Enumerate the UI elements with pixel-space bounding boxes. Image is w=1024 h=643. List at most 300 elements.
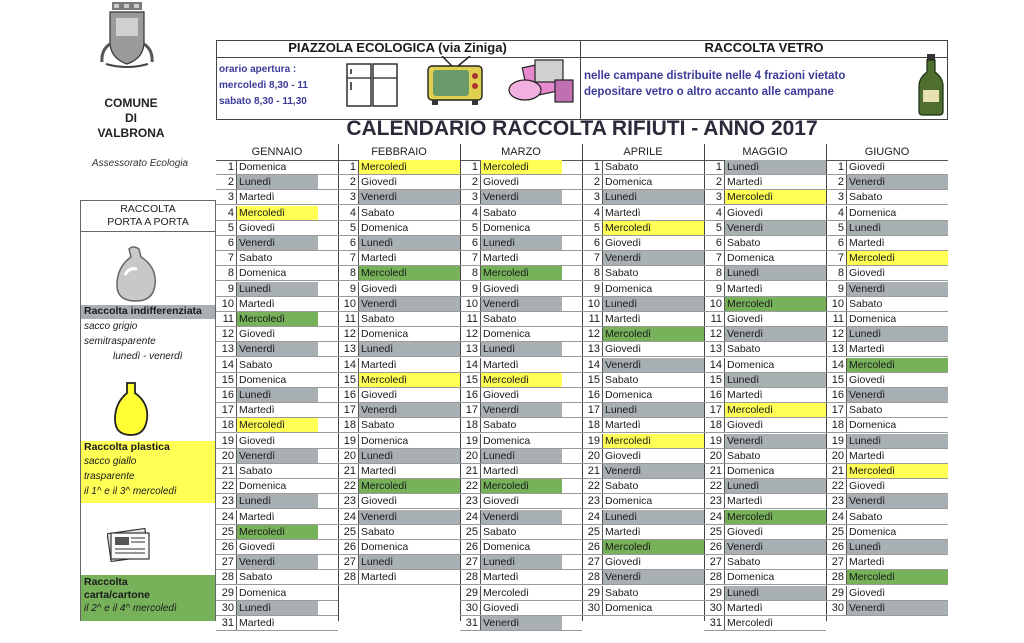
glass-bottle-icon (917, 54, 945, 116)
day-number: 20 (831, 449, 844, 462)
day-number: 2 (837, 176, 844, 189)
appliances-icon (505, 58, 577, 106)
day-number: 8 (227, 267, 234, 280)
day-name: Mercoledì (846, 570, 948, 584)
day-cell (338, 494, 460, 509)
day-cell (216, 190, 338, 205)
day-name: Sabato (724, 342, 826, 356)
day-name: Giovedì (846, 373, 948, 387)
day-name: Domenica (724, 570, 826, 584)
day-name: Martedì (236, 616, 318, 630)
day-number: 25 (343, 525, 356, 538)
day-name: Lunedì (480, 342, 562, 356)
day-name: Giovedì (236, 327, 318, 341)
day-cell (704, 206, 826, 221)
indifferenziata-label (81, 305, 215, 319)
day-number: 24 (465, 510, 478, 523)
day-cell (216, 175, 338, 190)
day-cell (826, 586, 948, 601)
day-name: Sabato (236, 570, 318, 584)
day-number: 20 (709, 449, 722, 462)
day-cell (826, 282, 948, 297)
day-cell (216, 221, 338, 236)
day-cell (460, 540, 582, 555)
day-number: 15 (221, 373, 234, 386)
day-number: 7 (471, 252, 478, 265)
day-name: Giovedì (724, 206, 826, 220)
day-name: Lunedì (358, 236, 460, 250)
day-number: 17 (831, 404, 844, 417)
day-name: Giovedì (236, 540, 318, 554)
day-name: Mercoledì (602, 221, 704, 235)
day-cell (704, 403, 826, 418)
day-name: Venerdì (724, 221, 826, 235)
day-cell (338, 403, 460, 418)
day-number: 1 (715, 161, 722, 173)
day-cell (582, 570, 704, 585)
day-number: 7 (837, 252, 844, 265)
day-number: 16 (343, 389, 356, 401)
day-cell (704, 449, 826, 464)
day-number: 23 (221, 495, 234, 508)
day-name: Mercoledì (724, 403, 826, 417)
day-number: 14 (465, 358, 478, 371)
day-name: Lunedì (236, 388, 318, 402)
day-name: Lunedì (236, 601, 318, 615)
day-number: 28 (221, 571, 234, 584)
day-cell (704, 373, 826, 388)
day-name: Giovedì (480, 175, 562, 189)
day-name: Mercoledì (724, 616, 826, 630)
day-cell (704, 236, 826, 251)
day-cell (338, 327, 460, 342)
day-name: Lunedì (602, 510, 704, 524)
day-number: 5 (227, 221, 234, 234)
day-cell (460, 342, 582, 357)
day-number: 3 (349, 191, 356, 204)
month-header-marzo: MARZO (460, 144, 582, 161)
day-name: Lunedì (358, 342, 460, 356)
day-name: Giovedì (358, 282, 460, 296)
day-number: 9 (837, 282, 844, 295)
day-number: 4 (715, 206, 722, 219)
indifferenziata-name: Raccolta indifferenziata (84, 305, 202, 317)
day-number: 28 (465, 571, 478, 584)
day-number: 21 (465, 465, 478, 477)
day-name: Sabato (724, 449, 826, 463)
day-number: 3 (715, 191, 722, 204)
day-name: Giovedì (602, 449, 704, 463)
day-cell (704, 160, 826, 175)
day-name: Domenica (724, 358, 826, 372)
day-number: 21 (709, 465, 722, 477)
day-number: 10 (831, 297, 844, 310)
day-name: Domenica (480, 434, 562, 448)
day-name: Giovedì (846, 479, 948, 493)
day-number: 24 (587, 510, 600, 523)
day-name: Mercoledì (358, 266, 460, 280)
day-cell (826, 297, 948, 312)
day-number: 30 (709, 601, 722, 614)
day-cell (826, 510, 948, 525)
day-name: Sabato (358, 525, 460, 539)
day-number: 27 (709, 556, 722, 569)
day-cell (460, 297, 582, 312)
day-cell (338, 388, 460, 403)
day-cell (826, 327, 948, 342)
day-name: Lunedì (724, 586, 826, 600)
day-name: Sabato (602, 266, 704, 280)
comune-line: DI (125, 111, 137, 125)
day-cell (460, 160, 582, 175)
day-name: Martedì (480, 251, 562, 265)
day-number: 15 (465, 373, 478, 386)
day-number: 11 (466, 313, 478, 325)
orario-line: sabato 8,30 - 11,30 (219, 96, 307, 107)
day-name: Lunedì (602, 190, 704, 204)
carta-label (81, 575, 215, 621)
day-number: 14 (709, 358, 722, 371)
day-cell (704, 418, 826, 433)
day-name: Giovedì (846, 160, 948, 174)
day-cell (216, 510, 338, 525)
carta-name: carta/cartone (84, 589, 150, 601)
day-cell (460, 327, 582, 342)
day-cell (460, 358, 582, 373)
day-cell (704, 251, 826, 266)
day-cell (338, 525, 460, 540)
day-name: Sabato (358, 418, 460, 432)
day-number: 22 (221, 480, 234, 493)
day-cell (460, 175, 582, 190)
day-cell (338, 464, 460, 479)
day-name: Venerdì (724, 540, 826, 554)
day-name: Venerdì (846, 388, 948, 402)
day-cell (338, 342, 460, 357)
calendar-grid (216, 144, 948, 629)
day-number: 12 (221, 328, 234, 341)
day-name: Sabato (602, 586, 704, 600)
vetro-description (584, 68, 914, 100)
day-number: 11 (344, 313, 356, 325)
day-cell (460, 601, 582, 616)
day-cell (582, 449, 704, 464)
day-name: Venerdì (480, 403, 562, 417)
day-cell (216, 206, 338, 221)
day-cell (704, 540, 826, 555)
day-cell (338, 221, 460, 236)
day-number: 13 (465, 343, 478, 356)
day-cell (460, 312, 582, 327)
day-number: 1 (227, 161, 234, 173)
day-cell (704, 586, 826, 601)
day-number: 5 (471, 221, 478, 234)
day-name: Lunedì (236, 282, 318, 296)
day-number: 4 (227, 206, 234, 219)
day-cell (704, 190, 826, 205)
day-number: 3 (837, 191, 844, 204)
day-cell (338, 479, 460, 494)
day-name: Giovedì (480, 388, 562, 402)
day-name: Venerdì (358, 510, 460, 524)
day-number: 1 (837, 161, 844, 173)
day-cell (460, 525, 582, 540)
day-cell (704, 282, 826, 297)
day-name: Domenica (846, 418, 948, 432)
day-number: 15 (343, 373, 356, 386)
day-name: Sabato (480, 418, 562, 432)
day-number: 1 (471, 161, 478, 173)
day-cell (216, 251, 338, 266)
plastica-name: Raccolta plastica (84, 441, 170, 453)
month-header-aprile: APRILE (582, 144, 704, 161)
day-cell (826, 175, 948, 190)
day-cell (826, 464, 948, 479)
day-cell (704, 464, 826, 479)
day-number: 21 (831, 465, 844, 477)
day-name: Sabato (602, 373, 704, 387)
day-number: 6 (715, 237, 722, 249)
day-name: Lunedì (480, 449, 562, 463)
day-cell (460, 510, 582, 525)
day-number: 27 (465, 556, 478, 569)
day-cell (338, 312, 460, 327)
day-cell (216, 312, 338, 327)
day-number: 29 (465, 586, 478, 599)
day-number: 18 (709, 419, 722, 432)
day-name: Martedì (358, 358, 460, 372)
day-number: 2 (349, 176, 356, 189)
day-number: 28 (709, 571, 722, 584)
day-number: 14 (221, 358, 234, 371)
day-cell (460, 221, 582, 236)
day-number: 28 (343, 571, 356, 584)
day-cell (704, 388, 826, 403)
day-name: Mercoledì (480, 266, 562, 280)
day-cell (460, 479, 582, 494)
day-cell (704, 479, 826, 494)
day-name: Sabato (846, 190, 948, 204)
day-number: 6 (593, 237, 600, 249)
month-header-febbraio: FEBBRAIO (338, 144, 460, 161)
day-name: Domenica (236, 266, 318, 280)
day-number: 31 (221, 617, 234, 629)
day-name: Martedì (236, 297, 318, 311)
day-name: Domenica (358, 327, 460, 341)
day-cell (582, 540, 704, 555)
day-cell (216, 266, 338, 281)
day-cell (460, 282, 582, 297)
day-number: 7 (227, 252, 234, 265)
plastica-line: sacco giallo (84, 456, 137, 467)
day-name: Venerdì (724, 327, 826, 341)
day-cell (582, 297, 704, 312)
day-cell (338, 510, 460, 525)
day-name: Domenica (236, 479, 318, 493)
day-name: Mercoledì (236, 312, 318, 326)
day-cell (338, 190, 460, 205)
porta-a-porta-title (81, 201, 215, 232)
indifferenziata-line: lunedì - venerdì (113, 351, 183, 362)
day-name: Venerdì (480, 190, 562, 204)
day-name: Lunedì (236, 494, 318, 508)
day-number: 11 (222, 313, 234, 325)
day-number: 14 (587, 358, 600, 371)
day-name: Venerdì (236, 449, 318, 463)
day-number: 1 (593, 161, 600, 173)
day-cell (460, 373, 582, 388)
day-name: Mercoledì (236, 525, 318, 539)
day-cell (460, 206, 582, 221)
day-name: Lunedì (846, 434, 948, 448)
day-cell (460, 555, 582, 570)
day-cell (704, 434, 826, 449)
day-cell (704, 297, 826, 312)
day-name: Martedì (602, 418, 704, 432)
day-name: Domenica (358, 221, 460, 235)
day-cell (826, 358, 948, 373)
day-cell (704, 342, 826, 357)
day-name: Martedì (236, 190, 318, 204)
day-cell (338, 236, 460, 251)
day-cell (582, 221, 704, 236)
day-number: 6 (349, 237, 356, 249)
day-cell (216, 160, 338, 175)
day-number: 30 (831, 601, 844, 614)
day-number: 25 (587, 525, 600, 538)
day-number: 27 (831, 556, 844, 569)
day-name: Martedì (724, 494, 826, 508)
day-number: 11 (710, 313, 722, 325)
day-cell (338, 373, 460, 388)
day-name: Venerdì (846, 282, 948, 296)
day-name: Mercoledì (480, 373, 562, 387)
tv-icon (420, 56, 490, 106)
day-number: 9 (471, 282, 478, 295)
assessorato-label: Assessorato Ecologia (91, 158, 189, 169)
day-cell (826, 251, 948, 266)
day-number: 21 (587, 465, 600, 477)
day-number: 26 (221, 541, 234, 553)
day-name: Venerdì (236, 236, 318, 250)
day-name: Sabato (480, 525, 562, 539)
day-cell (826, 373, 948, 388)
day-name: Domenica (602, 494, 704, 508)
day-name: Venerdì (480, 510, 562, 524)
day-name: Lunedì (358, 555, 460, 569)
day-number: 13 (221, 343, 234, 356)
day-name: Martedì (724, 282, 826, 296)
day-cell (582, 418, 704, 433)
day-cell (704, 525, 826, 540)
day-name: Martedì (846, 342, 948, 356)
day-name: Lunedì (846, 540, 948, 554)
day-number: 6 (227, 237, 234, 249)
day-number: 17 (343, 404, 356, 417)
day-number: 19 (343, 434, 356, 447)
day-cell (826, 555, 948, 570)
day-number: 15 (709, 373, 722, 386)
day-number: 25 (465, 525, 478, 538)
day-cell (582, 206, 704, 221)
day-name: Venerdì (846, 601, 948, 615)
day-cell (338, 358, 460, 373)
porta-title-line: PORTA A PORTA (107, 216, 189, 228)
day-name: Giovedì (236, 434, 318, 448)
day-name: Venerdì (358, 297, 460, 311)
day-cell (826, 540, 948, 555)
comune-name (76, 96, 186, 141)
day-cell (582, 160, 704, 175)
day-cell (582, 586, 704, 601)
day-cell (216, 601, 338, 616)
day-cell (582, 403, 704, 418)
day-number: 26 (465, 541, 478, 553)
orario-line: mercoledì 8,30 - 11 (219, 80, 308, 91)
day-name: Venerdì (724, 434, 826, 448)
day-cell (216, 616, 338, 631)
day-cell (704, 358, 826, 373)
day-name: Mercoledì (358, 373, 460, 387)
day-name: Lunedì (602, 403, 704, 417)
day-name: Domenica (602, 282, 704, 296)
day-name: Domenica (480, 221, 562, 235)
day-number: 7 (715, 252, 722, 265)
day-cell (216, 282, 338, 297)
day-name: Martedì (358, 251, 460, 265)
day-name: Mercoledì (358, 160, 460, 174)
month-header-giugno: GIUGNO (826, 144, 948, 161)
day-name: Martedì (724, 175, 826, 189)
day-name: Mercoledì (236, 418, 318, 432)
day-cell (582, 190, 704, 205)
day-name: Sabato (480, 312, 562, 326)
day-number: 6 (837, 237, 844, 249)
day-number: 22 (343, 480, 356, 493)
day-name: Mercoledì (236, 206, 318, 220)
day-cell (216, 586, 338, 601)
day-cell (826, 403, 948, 418)
day-number: 4 (349, 206, 356, 219)
day-number: 2 (593, 176, 600, 189)
day-name: Giovedì (846, 266, 948, 280)
day-name: Sabato (602, 479, 704, 493)
day-number: 2 (471, 176, 478, 189)
day-name: Martedì (846, 449, 948, 463)
day-number: 5 (837, 221, 844, 234)
day-number: 23 (709, 495, 722, 508)
day-number: 18 (465, 419, 478, 432)
day-cell (460, 570, 582, 585)
day-number: 19 (465, 434, 478, 447)
day-name: Domenica (846, 525, 948, 539)
day-cell (216, 449, 338, 464)
day-name: Domenica (480, 327, 562, 341)
day-name: Giovedì (480, 282, 562, 296)
day-name: Mercoledì (358, 479, 460, 493)
day-name: Venerdì (602, 358, 704, 372)
day-name: Lunedì (480, 555, 562, 569)
carta-name: Raccolta (84, 576, 128, 588)
day-number: 26 (343, 541, 356, 553)
day-cell (582, 388, 704, 403)
day-cell (460, 494, 582, 509)
day-name: Domenica (480, 540, 562, 554)
day-name: Sabato (236, 464, 318, 478)
newspaper-icon (107, 525, 151, 563)
day-name: Giovedì (602, 236, 704, 250)
day-number: 16 (831, 389, 844, 401)
